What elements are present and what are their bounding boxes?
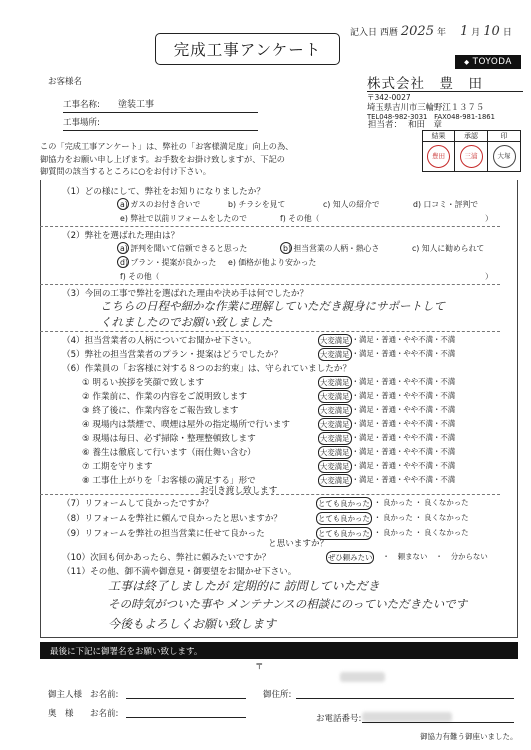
promise-7: ⑦ 工期を守ります [82, 462, 153, 472]
separator: ・ [351, 447, 359, 456]
separator: ・ [373, 391, 382, 400]
q1-option-f[interactable]: f) その他（ [280, 214, 320, 223]
date-prefix: 記入日 西暦 [350, 28, 398, 38]
separator: ・ [373, 498, 382, 507]
rating-option[interactable]: 不満 [440, 405, 456, 414]
separator: ・ [432, 349, 441, 358]
separator: ・ [395, 391, 404, 400]
questions-bottom-border [40, 637, 518, 638]
separator: ・ [373, 447, 382, 456]
rating-option[interactable]: 不満 [440, 447, 456, 456]
thanks-text: 御協力有難う御座いました。 [420, 732, 518, 741]
selection-circle [117, 242, 129, 254]
rating-option[interactable]: 不満 [440, 475, 456, 484]
separator: ・ [373, 528, 382, 537]
q10-option-2[interactable]: 頼まない [397, 552, 428, 561]
rating-option[interactable]: やや不満 [403, 461, 433, 470]
separator: ・ [432, 475, 441, 484]
rating-option[interactable]: やや不満 [403, 349, 433, 358]
rating-option[interactable]: やや不満 [403, 447, 433, 456]
rating-option[interactable]: やや不満 [403, 475, 433, 484]
rating-option[interactable]: 満足 [358, 461, 374, 470]
promise-8-cont: お引き渡し致します [200, 486, 278, 496]
rating-option[interactable]: 大変満足 [320, 448, 350, 457]
company-address: 埼玉県吉川市三輪野江１３７５ [367, 102, 485, 112]
q2-option-e[interactable]: e) 価格が他より安かった [228, 258, 317, 267]
section-divider [40, 226, 500, 227]
rating-option[interactable]: やや不満 [403, 377, 433, 386]
question-10: （10）次回も何かあったら、弊社に頼みたいですか？ [62, 553, 271, 563]
stamp-header: 印 [488, 130, 521, 142]
promise-2: ② 作業前に、作業の内容をご説明致します [82, 392, 248, 402]
rating-option[interactable]: 満足 [358, 349, 374, 358]
q2-close-paren: ） [485, 272, 493, 281]
promise-4-scale [318, 418, 455, 431]
rating-option[interactable]: 不満 [440, 377, 456, 386]
q2-option-b[interactable]: b) 担当営業の人柄・熱心さ [283, 243, 379, 254]
date-month-unit: 月 [471, 28, 481, 38]
q1-option-e[interactable]: e) 弊社で以前リフォームをしたので [120, 214, 247, 223]
rating-option[interactable]: 不満 [440, 391, 456, 400]
rating-option[interactable]: 普通 [381, 349, 396, 358]
rating-option[interactable]: 満足 [358, 377, 374, 386]
rating-option[interactable]: 良かった [383, 498, 413, 507]
company-postal: 〒342-0027 [367, 93, 411, 102]
section-divider [40, 284, 500, 285]
promise-1: ① 明るい挨拶を笑顔で致します [82, 378, 205, 388]
rating-option[interactable]: 大変満足 [320, 336, 350, 345]
postal-mark: 〒 [255, 662, 264, 672]
rating-option[interactable]: 満足 [358, 419, 374, 428]
q8-scale [316, 512, 469, 525]
separator: ・ [351, 377, 359, 386]
q2-option-f[interactable]: f) その他（ [120, 272, 160, 281]
promise-8: ⑧ 工事仕上がりを「お客様の満足する」形で [82, 476, 256, 486]
rating-option[interactable]: 大変満足 [320, 462, 350, 471]
promise-4: ④ 現場内は禁煙で、喫煙は屋外の指定場所で行います [82, 420, 290, 430]
rating-option[interactable]: とても良かった [318, 499, 370, 508]
separator: ・ [373, 513, 382, 522]
separator: ・ [395, 461, 404, 470]
rating-option[interactable]: 満足 [358, 405, 374, 414]
q11-answer-line-1: 工事は終了しましたが 定期的に 訪問していただき [108, 579, 380, 593]
question-11: （11）その他、御不満や御意見・御要望をお聞かせ下さい。 [62, 567, 297, 577]
rating-option[interactable]: 普通 [381, 391, 396, 400]
rating-option[interactable]: 満足 [358, 391, 374, 400]
separator: ・ [395, 447, 404, 456]
promise-1-scale [318, 376, 455, 389]
rating-option[interactable]: 普通 [381, 377, 396, 386]
separator: ・ [373, 349, 382, 358]
separator: ・ [351, 475, 359, 484]
separator: ・ [414, 513, 423, 522]
address-label: 御住所: [263, 690, 292, 700]
rating-option[interactable]: やや不満 [403, 335, 433, 344]
section-divider [40, 331, 500, 332]
rating-option[interactable]: やや不満 [403, 433, 433, 442]
rating-option[interactable]: とても良かった [318, 514, 370, 523]
q1-option-c[interactable]: c) 知人の紹介で [323, 200, 380, 209]
separator: ・ [373, 335, 382, 344]
seal-stamp: 大塚 [493, 145, 516, 168]
stamp-header: 承 認 [455, 130, 488, 142]
q7-scale [316, 497, 469, 510]
phone-field[interactable] [362, 722, 514, 723]
master-name-label: お名前: [90, 690, 119, 700]
redacted-phone [362, 712, 452, 722]
separator: ・ [395, 335, 404, 344]
rating-option[interactable]: 不満 [440, 419, 456, 428]
rating-option[interactable]: 普通 [381, 405, 396, 414]
rating-option[interactable]: 普通 [381, 433, 396, 442]
q10-option-3[interactable]: 分からない [450, 552, 488, 561]
promise-2-scale [318, 390, 455, 403]
promise-6-scale [318, 446, 455, 459]
separator: ・ [395, 405, 404, 414]
q3-answer-line-1: こちらの日程や細かな作業に理解していただき親身にサポートして [100, 299, 445, 313]
company-logo [455, 55, 521, 69]
promise-3: ③ 終了後に、作業内容をご報告致します [82, 406, 239, 416]
rating-option[interactable]: 大変満足 [320, 378, 350, 387]
separator: ・ [351, 335, 359, 344]
rating-option[interactable]: やや不満 [403, 391, 433, 400]
q1-option-a[interactable]: a) ガスのお付き合いで [120, 199, 200, 210]
separator: ・ [351, 349, 359, 358]
rating-option[interactable]: 普通 [381, 335, 396, 344]
separator: ・ [351, 391, 359, 400]
rating-option[interactable]: 良かった [383, 513, 413, 522]
redacted-postal [340, 672, 385, 682]
promise-5-scale [318, 432, 455, 445]
separator: ・ [395, 433, 404, 442]
q2-option-a[interactable]: a) 評判を聞いて信頼できると思った [120, 243, 247, 254]
date-day: 10 [483, 24, 500, 39]
q11-answer-line-2: その時気がついた事や メンテナンスの相談にのっていただきたいです [108, 597, 468, 611]
separator: ・ [395, 377, 404, 386]
q11-answer-line-3: 今後もよろしくお願い致します [108, 617, 277, 631]
separator: ・ [373, 475, 382, 484]
staff-label: 担当者： [368, 120, 403, 130]
question-2: （2）弊社を選ばれた理由は？ [62, 231, 180, 241]
date-day-unit: 日 [502, 28, 512, 38]
q4-scale [318, 334, 455, 347]
stamp-header: 結 果 [422, 130, 455, 142]
signature-banner: 最後に下記に御署名をお願い致します。 [40, 642, 518, 659]
rating-option[interactable]: 大変満足 [320, 406, 350, 415]
separator: ・ [432, 335, 441, 344]
separator: ・ [395, 475, 404, 484]
rating-option[interactable]: 不満 [440, 433, 456, 442]
rating-option[interactable]: 普通 [381, 419, 396, 428]
promise-6: ⑥ 養生は徹底して行います（雨仕舞い含む） [82, 448, 256, 458]
separator: ・ [414, 498, 423, 507]
separator: ・ [395, 419, 404, 428]
separator: ・ [373, 405, 382, 414]
separator: ・ [395, 349, 404, 358]
rating-option[interactable]: 普通 [381, 475, 396, 484]
seal-stamp: 三浦 [460, 145, 483, 168]
separator: ・ [432, 377, 441, 386]
rating-option[interactable]: 大変満足 [320, 350, 350, 359]
q1-close-paren: ） [485, 214, 493, 223]
rating-option[interactable]: 満足 [358, 475, 374, 484]
rating-option[interactable]: 普通 [381, 461, 396, 470]
separator: ・ [432, 433, 441, 442]
work-name-label: 工事名称: [63, 100, 100, 110]
work-name-value: 塗装工事 [118, 100, 155, 110]
master-name-field[interactable] [126, 698, 246, 699]
promise-3-scale [318, 404, 455, 417]
rating-option[interactable]: やや不満 [403, 405, 433, 414]
rating-option[interactable]: 良かった [383, 528, 413, 537]
selection-circle [280, 242, 292, 254]
separator: ・ [432, 405, 441, 414]
rating-option[interactable]: とても良かった [318, 529, 370, 538]
date-year-unit: 年 [436, 28, 446, 38]
separator: ・ [351, 419, 359, 428]
staff-info [368, 118, 442, 130]
separator: ・ [373, 377, 382, 386]
master-label: 御主人様 [48, 690, 83, 700]
separator: ・ [373, 419, 382, 428]
staff-name: 和田 章 [408, 120, 443, 130]
question-4: （4）担当営業者の人柄についてお聞かせ下さい。 [62, 336, 257, 346]
rating-option[interactable]: 不満 [440, 461, 456, 470]
question-3: （3）今回の工事で弊社を選ばれた理由や決め手は何でしたか？ [62, 289, 309, 299]
question-6: （6）作業員の「お客様に対する８つのお約束」は、守られていましたか？ [62, 364, 352, 374]
logo-mark-icon: ◆ [464, 58, 470, 66]
q2-option-c[interactable]: c) 知人に勧められて [412, 244, 485, 253]
question-8: （8）リフォームを弊社に頼んで良かったと思いますか？ [62, 514, 282, 524]
q10-scale: ぜひ頼みたい ・ 頼まない ・ 分からない [328, 552, 488, 562]
rating-option[interactable]: 満足 [358, 335, 374, 344]
promise-5: ⑤ 現場は毎日、必ず掃除・整理整頓致します [82, 434, 256, 444]
question-9: （9）リフォームを弊社の担当営業に任せて良かった [62, 529, 265, 539]
question-5: （5）弊社の担当営業者のプラン・提案はどうでしたか？ [62, 350, 283, 360]
customer-label: お客様名 [48, 77, 83, 87]
rating-option[interactable]: 大変満足 [320, 392, 350, 401]
q3-answer-line-2: くれましたのでお願い致しました [100, 315, 273, 329]
q1-option-b[interactable]: b) チラシを見て [228, 200, 286, 209]
work-name-field[interactable] [63, 95, 258, 113]
logo-text: TOYODA [472, 57, 512, 67]
phone-label: お電話番号: [316, 714, 362, 724]
separator: ・ [432, 391, 441, 400]
rating-option[interactable]: 満足 [358, 433, 374, 442]
q1-option-d[interactable]: d) 口コミ・評判で [413, 200, 479, 209]
selection-circle [117, 256, 129, 268]
address-field[interactable] [296, 698, 514, 699]
rating-option[interactable]: 良くなかった [424, 498, 469, 507]
date-month: 1 [459, 24, 469, 39]
rating-option[interactable]: 不満 [440, 349, 456, 358]
promise-8-scale [318, 474, 455, 487]
question-9-cont: と思いますか？ [268, 539, 329, 549]
rating-option[interactable]: 大変満足 [320, 476, 350, 485]
wife-label: 奥 様 [48, 709, 74, 719]
separator: ・ [373, 433, 382, 442]
question-7: （7）リフォームして良かったですか？ [62, 499, 214, 509]
rating-option[interactable]: やや不満 [403, 419, 433, 428]
question-1: （1）どの様にして、弊社をお知りになりましたか？ [62, 187, 265, 197]
separator: ・ [351, 433, 359, 442]
rating-option[interactable]: 良くなかった [424, 528, 469, 537]
q9-scale [316, 527, 469, 540]
q2-option-d[interactable]: d) プラン・提案が良かった [120, 257, 216, 268]
separator: ・ [432, 419, 441, 428]
wife-name-label: お名前: [90, 709, 119, 719]
separator: ・ [351, 405, 359, 414]
section-divider [40, 494, 500, 495]
date-year: 2025 [400, 24, 434, 39]
rating-option[interactable]: 大変満足 [320, 434, 350, 443]
promise-7-scale [318, 460, 455, 473]
separator: ・ [432, 461, 441, 470]
approval-stamps [422, 130, 521, 172]
work-place-field[interactable] [63, 113, 258, 131]
rating-option[interactable]: 不満 [440, 335, 456, 344]
q5-scale [318, 348, 455, 361]
rating-option[interactable]: 満足 [358, 447, 374, 456]
form-title: 完成工事アンケート [155, 33, 340, 65]
separator: ・ [414, 528, 423, 537]
work-place-label: 工事場所: [63, 118, 100, 128]
company-name: 株式会社 豊 田 [367, 76, 483, 92]
entry-date [350, 24, 525, 39]
intro-text: この「完成工事アンケート」は、弊社の「お客様満足度」向上の為、 御協力をお願い申し上げます。お手数をお掛け致しますが、下記の 御質問の該当するところに○をお付け下さい。 [40, 141, 294, 176]
separator: ・ [432, 447, 441, 456]
separator: ・ [373, 461, 382, 470]
selection-circle [117, 198, 129, 210]
seal-stamp: 豊田 [427, 145, 450, 168]
rating-option[interactable]: 良くなかった [424, 513, 469, 522]
rating-option[interactable]: 普通 [381, 447, 396, 456]
company-tel: TEL048-982-3031 FAX048-981-1861 [367, 113, 495, 121]
separator: ・ [351, 461, 359, 470]
wife-name-field[interactable] [126, 717, 246, 718]
q10-option-1[interactable]: ぜひ頼みたい [328, 553, 373, 562]
rating-option[interactable]: 大変満足 [320, 420, 350, 429]
